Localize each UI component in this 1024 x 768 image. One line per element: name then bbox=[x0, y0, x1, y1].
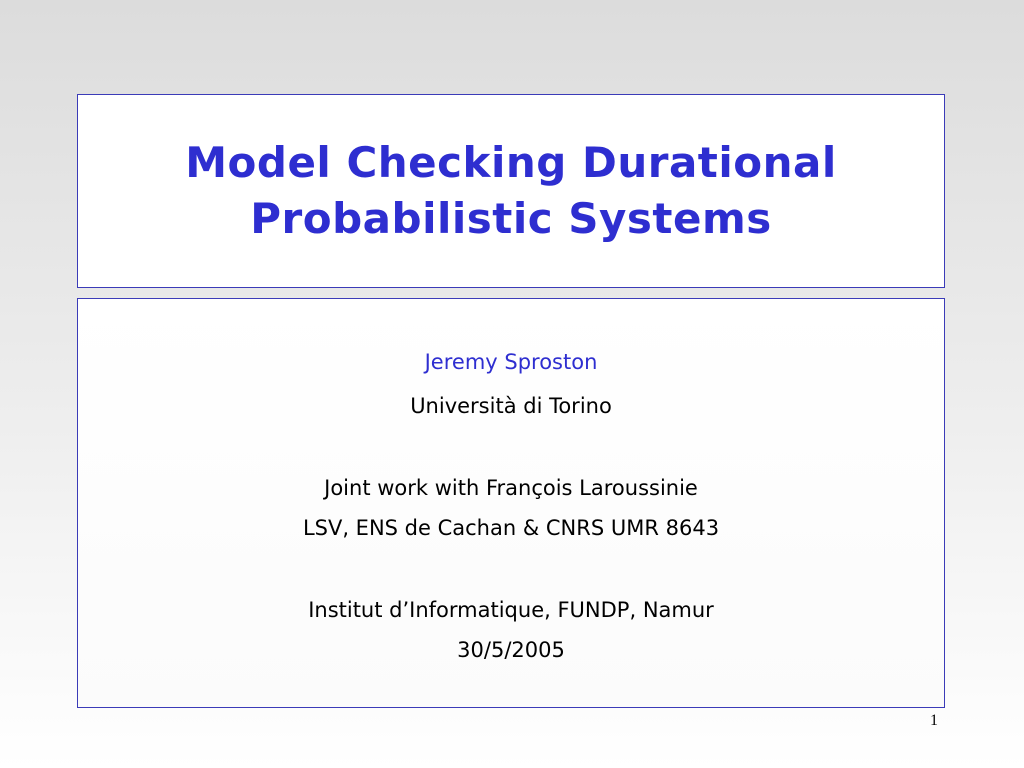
date-text: 30/5/2005 bbox=[457, 638, 565, 662]
joint-affiliation: LSV, ENS de Cachan & CNRS UMR 8643 bbox=[302, 516, 720, 540]
slide-title bbox=[185, 135, 837, 247]
author-affiliation: Università di Torino bbox=[410, 394, 612, 418]
title-line-1: Model Checking Durational bbox=[185, 138, 837, 187]
title-line-2: Probabilistic Systems bbox=[250, 194, 772, 243]
title-box bbox=[77, 94, 945, 288]
venue-text: Institut d’Informatique, FUNDP, Namur bbox=[308, 598, 714, 622]
author-name: Jeremy Sproston bbox=[424, 350, 598, 374]
joint-work-text: Joint work with François Laroussinie bbox=[324, 476, 698, 500]
page-number: 1 bbox=[930, 712, 938, 729]
body-box bbox=[77, 298, 945, 708]
